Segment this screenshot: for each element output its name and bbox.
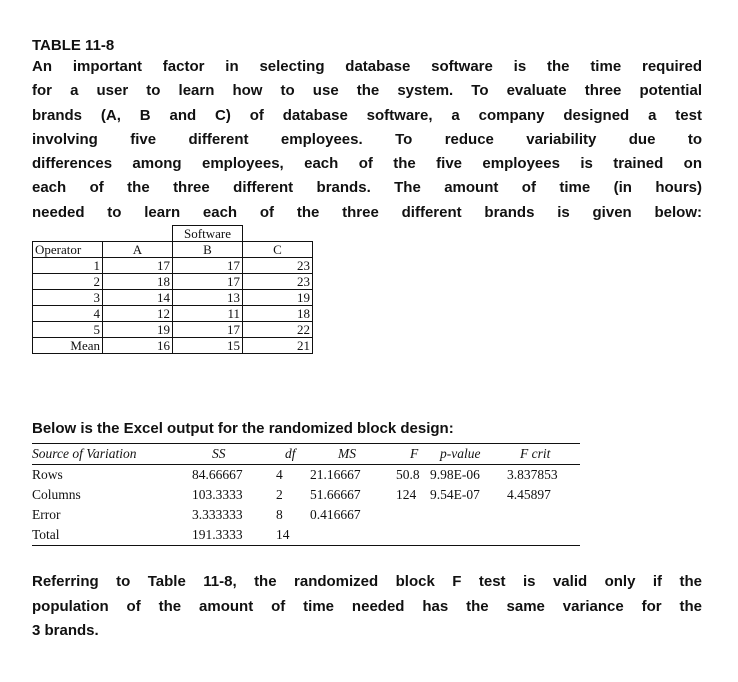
anova-cell: 51.66667 — [310, 487, 361, 502]
table-cell: 13 — [173, 290, 243, 306]
column-header: C — [243, 242, 313, 258]
question-paragraph — [32, 570, 702, 644]
intro-line: brands (A, B and C) of database software, a company designed a test — [32, 106, 702, 124]
anova-cell: 124 — [396, 487, 417, 502]
anova-row — [32, 525, 580, 545]
anova-header: Source of Variation — [32, 446, 137, 461]
table-cell: 23 — [243, 258, 313, 274]
anova-cell: 2 — [276, 487, 283, 502]
table-cell: Mean — [33, 338, 103, 354]
anova-row — [32, 465, 580, 485]
table-cell: 12 — [103, 306, 173, 322]
table-row — [33, 322, 313, 338]
table-row — [33, 306, 313, 322]
table-header-row — [33, 242, 313, 258]
software-group-header: Software — [173, 226, 243, 242]
anova-cell: Columns — [32, 487, 81, 502]
table-cell: 18 — [103, 274, 173, 290]
table-cell: 22 — [243, 322, 313, 338]
table-title: TABLE 11-8 — [32, 37, 115, 54]
anova-header: p-value — [440, 446, 481, 461]
table-cell: 23 — [243, 274, 313, 290]
anova-cell: 21.16667 — [310, 467, 361, 482]
intro-line: involving five different employees. To reduce variability due to — [32, 130, 702, 148]
intro-line: each of the three different brands. The amount of time (in hours) — [32, 179, 702, 197]
intro-paragraph — [32, 55, 702, 225]
anova-row — [32, 485, 580, 505]
intro-line: differences among employees, each of the five employees is trained on — [32, 155, 702, 173]
table-cell: 2 — [33, 274, 103, 290]
table-cell: 19 — [243, 290, 313, 306]
anova-cell: 4 — [276, 467, 283, 482]
data-table — [32, 225, 313, 354]
column-header: Operator — [33, 242, 103, 258]
table-cell: 15 — [173, 338, 243, 354]
anova-cell: 191.3333 — [192, 527, 243, 542]
table-cell: 5 — [33, 322, 103, 338]
anova-cell: 3.837853 — [507, 467, 558, 482]
intro-line: needed to learn each of the three different brands is given below: — [32, 203, 702, 221]
table-cell: 19 — [103, 322, 173, 338]
question-line: population of the amount of time needed has the same variance for the — [32, 597, 702, 615]
table-group-header-row — [33, 226, 313, 242]
anova-cell: 84.66667 — [192, 467, 243, 482]
table-cell: 3 — [33, 290, 103, 306]
intro-line: An important factor in selecting database software is the time required — [32, 58, 702, 75]
anova-table — [32, 443, 580, 546]
table-row — [33, 274, 313, 290]
anova-cell: 14 — [276, 527, 290, 542]
anova-header: F — [410, 446, 419, 461]
column-header: A — [103, 242, 173, 258]
anova-header: df — [285, 446, 296, 461]
anova-cell: Total — [32, 527, 60, 542]
anova-header: F crit — [520, 446, 551, 461]
table-cell: 17 — [103, 258, 173, 274]
anova-cell: 50.8 — [396, 467, 420, 482]
anova-header-row — [32, 444, 580, 465]
anova-header: SS — [212, 446, 226, 461]
table-cell: 17 — [173, 258, 243, 274]
table-cell: 17 — [173, 274, 243, 290]
anova-cell: 9.54E-07 — [430, 487, 480, 502]
anova-header: MS — [338, 446, 356, 461]
anova-row — [32, 505, 580, 525]
anova-cell: 3.333333 — [192, 507, 243, 522]
table-cell: 17 — [173, 322, 243, 338]
question-line: 3 brands. — [32, 622, 99, 639]
table-cell: 18 — [243, 306, 313, 322]
table-cell: 16 — [103, 338, 173, 354]
anova-cell: Error — [32, 507, 61, 522]
table-row-mean — [33, 338, 313, 354]
table-cell: 11 — [173, 306, 243, 322]
column-header: B — [173, 242, 243, 258]
intro-line: for a user to learn how to use the system. To evaluate three potential — [32, 82, 702, 100]
anova-cell: Rows — [32, 467, 63, 482]
anova-cell: 4.45897 — [507, 487, 551, 502]
anova-cell: 9.98E-06 — [430, 467, 480, 482]
anova-cell: 0.416667 — [310, 507, 361, 522]
anova-cell: 103.3333 — [192, 487, 243, 502]
table-row — [33, 258, 313, 274]
table-cell: 21 — [243, 338, 313, 354]
table-cell: 4 — [33, 306, 103, 322]
anova-cell: 8 — [276, 507, 283, 522]
excel-heading: Below is the Excel output for the randomized block design: — [32, 420, 454, 437]
table-cell: 14 — [103, 290, 173, 306]
question-line: Referring to Table 11-8, the randomized block F test is valid only if the — [32, 573, 702, 590]
table-cell: 1 — [33, 258, 103, 274]
table-row — [33, 290, 313, 306]
